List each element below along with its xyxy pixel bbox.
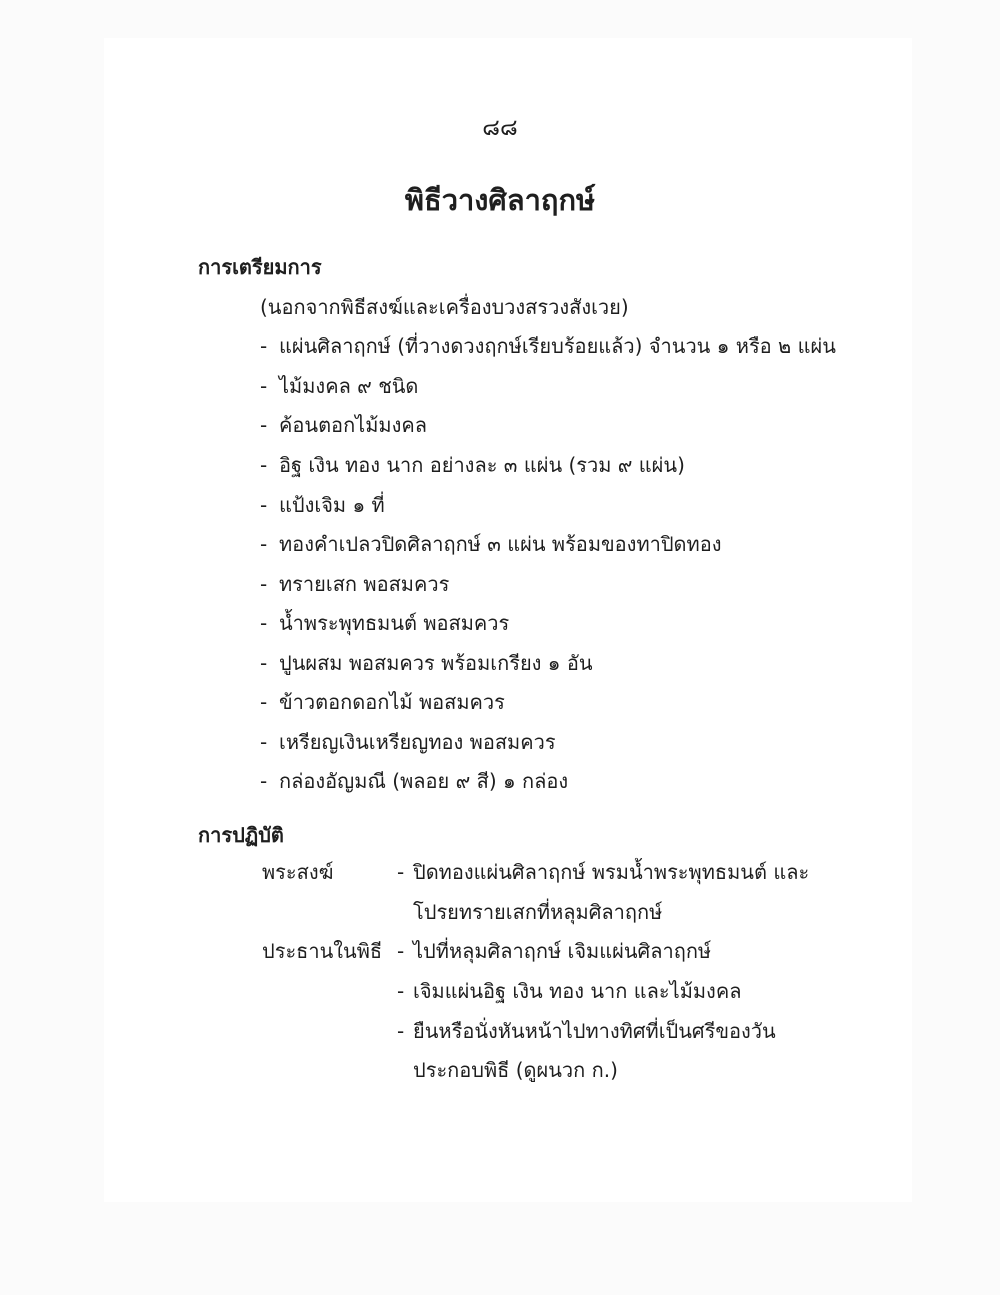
practice-role: พระสงฆ์	[262, 860, 334, 885]
bullet-dash: -	[260, 729, 268, 754]
list-item	[260, 644, 940, 684]
list-item-text: กล่องอัญมณี (พลอย ๙ สี) ๑ กล่อง	[279, 769, 569, 794]
practice-table	[262, 853, 942, 1091]
list-item	[260, 565, 940, 605]
bullet-dash: -	[260, 334, 268, 359]
duty-line-continued	[397, 1051, 927, 1091]
duty-line	[397, 853, 927, 893]
list-item	[260, 762, 940, 802]
list-item	[260, 367, 940, 407]
list-item-text: น้ำพระพุทธมนต์ พอสมควร	[279, 611, 510, 636]
duty-text: ยืนหรือนั่งหันหน้าไปทางทิศที่เป็นศรีของวัน	[413, 1018, 776, 1043]
list-item-text: ไม้มงคล ๙ ชนิด	[279, 373, 419, 398]
bullet-dash: -	[260, 690, 268, 715]
duty-text: ไปที่หลุมศิลาฤกษ์ เจิมแผ่นศิลาฤกษ์	[413, 939, 712, 964]
bullet-dash: -	[397, 1018, 405, 1043]
page-number: ๘๘	[482, 115, 518, 141]
list-item	[260, 525, 940, 565]
bullet-dash: -	[397, 939, 405, 964]
list-item-text: แผ่นศิลาฤกษ์ (ที่วางดวงฤกษ์เรียบร้อยแล้ว) จำนวน ๑ หรือ ๒ แผ่น	[279, 334, 836, 359]
practice-duties	[397, 853, 927, 932]
list-item	[260, 683, 940, 723]
list-item-text: อิฐ เงิน ทอง นาก อย่างละ ๓ แผ่น (รวม ๙ แผ่น)	[279, 452, 685, 477]
list-item	[260, 406, 940, 446]
bullet-dash: -	[260, 413, 268, 438]
practice-heading: การปฏิบัติ	[198, 823, 284, 848]
list-item-text: ปูนผสม พอสมควร พร้อมเกรียง ๑ อัน	[279, 650, 593, 675]
list-item	[260, 327, 940, 367]
list-item-text: เหรียญเงินเหรียญทอง พอสมควร	[279, 729, 556, 754]
duty-line-continued	[397, 893, 927, 933]
preparation-heading: การเตรียมการ	[198, 255, 322, 280]
list-item	[260, 486, 940, 526]
preparation-note: (นอกจากพิธีสงฆ์และเครื่องบวงสรวงสังเวย)	[260, 294, 629, 319]
bullet-dash: -	[260, 650, 268, 675]
duty-line	[397, 932, 927, 972]
list-item-text: ทองคำเปลวปิดศิลาฤกษ์ ๓ แผ่น พร้อมของทาปิดทอง	[279, 532, 722, 557]
list-item	[260, 604, 940, 644]
practice-row-monks	[262, 853, 942, 932]
list-item-text: ทรายเสก พอสมควร	[279, 571, 450, 596]
duty-line	[397, 972, 927, 1012]
practice-duties	[397, 932, 927, 1090]
duty-text: โปรยทรายเสกที่หลุมศิลาฤกษ์	[413, 899, 663, 924]
list-item	[260, 723, 940, 763]
duty-text: ประกอบพิธี (ดูผนวก ก.)	[413, 1058, 618, 1083]
duty-text: ปิดทองแผ่นศิลาฤกษ์ พรมน้ำพระพุทธมนต์ และ	[413, 860, 810, 885]
bullet-dash: -	[397, 860, 405, 885]
bullet-dash: -	[260, 769, 268, 794]
list-item-text: ค้อนตอกไม้มงคล	[279, 413, 427, 438]
duty-line	[397, 1012, 927, 1052]
practice-role: ประธานในพิธี	[262, 939, 383, 964]
bullet-dash: -	[260, 373, 268, 398]
bullet-dash: -	[260, 452, 268, 477]
page-title: พิธีวางศิลาฤกษ์	[404, 183, 596, 217]
bullet-dash: -	[260, 492, 268, 517]
bullet-dash: -	[260, 532, 268, 557]
bullet-dash: -	[397, 978, 405, 1003]
bullet-dash: -	[260, 611, 268, 636]
practice-row-chairperson	[262, 932, 942, 1090]
duty-text: เจิมแผ่นอิฐ เงิน ทอง นาก และไม้มงคล	[413, 978, 742, 1003]
list-item	[260, 446, 940, 486]
bullet-dash: -	[260, 571, 268, 596]
list-item-text: ข้าวตอกดอกไม้ พอสมควร	[279, 690, 505, 715]
list-item-text: แป้งเจิม ๑ ที่	[279, 492, 385, 517]
preparation-list	[260, 288, 940, 802]
